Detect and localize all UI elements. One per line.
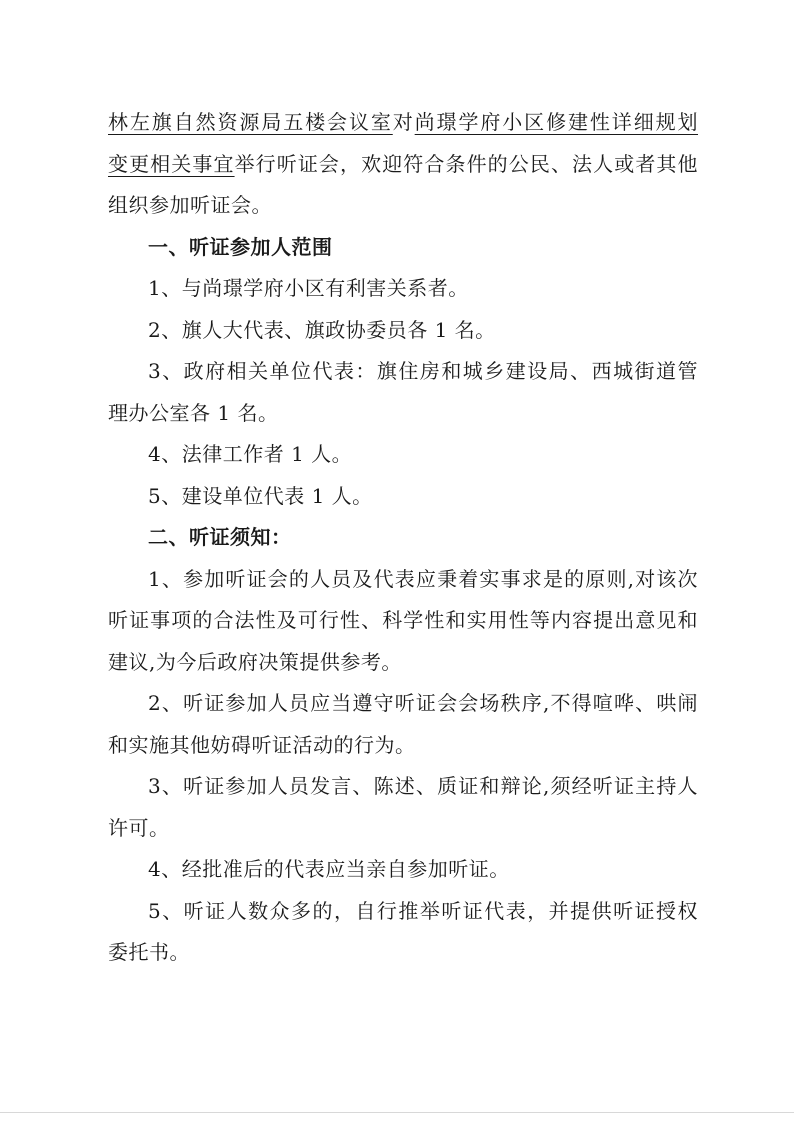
section-2-item-1-line-2: 听证事项的合法性及可行性、科学性和实用性等内容提出意见和: [108, 608, 698, 632]
section-1-heading: 一、听证参加人范围: [148, 234, 333, 259]
section-2-item-1-line-1: 1、参加听证会的人员及代表应秉着实事求是的原则,对该次: [148, 566, 698, 591]
section-1-item-4: 4、法律工作者 1 人。: [148, 442, 353, 466]
hearing-subject-part1: 尚璟学府小区修建性详细规划: [414, 110, 699, 134]
section-1-item-2: 2、旗人大代表、旗政协委员各 1 名。: [148, 317, 496, 342]
intro-line-3: 组织参加听证会。: [108, 193, 272, 217]
section-2-item-1-line-3: 建议,为今后政府决策提供参考。: [108, 649, 402, 674]
intro-line-1: [108, 102, 698, 144]
hearing-subject-part2: 变更相关事宜: [108, 151, 235, 176]
intro-line-2: [108, 144, 698, 186]
intro-connector: 对: [392, 110, 415, 134]
document-body: [108, 102, 698, 974]
section-2-item-3-line-2: 许可。: [108, 815, 170, 840]
section-2-item-5-line-1: 5、听证人数众多的，自行推举听证代表，并提供听证授权: [148, 898, 698, 923]
section-1-item-3-line-2: 理办公室各 1 名。: [108, 400, 279, 425]
section-1-item-5: 5、建设单位代表 1 人。: [148, 483, 373, 508]
section-2-item-4: 4、经批准后的代表应当亲自参加听证。: [148, 857, 510, 881]
section-2-item-2-line-1: 2、听证参加人员应当遵守听证会会场秩序,不得喧哗、哄闹: [148, 691, 698, 715]
meeting-location: 林左旗自然资源局五楼会议室: [108, 110, 393, 134]
section-1-item-3-line-1: 3、政府相关单位代表：旗住房和城乡建设局、西城街道管: [148, 359, 698, 383]
section-2-item-2-line-2: 和实施其他妨碍听证活动的行为。: [108, 732, 416, 757]
section-2-item-3-line-1: 3、听证参加人员发言、陈述、质证和辩论,须经听证主持人: [148, 774, 698, 798]
page-bottom-edge: [0, 1112, 794, 1113]
section-2-item-5-line-2: 委托书。: [108, 940, 190, 964]
intro-line-2-text: 举行听证会，欢迎符合条件的公民、法人或者其他: [234, 151, 699, 176]
section-2-heading: 二、听证须知：: [148, 525, 292, 549]
section-1-item-1: 1、与尚璟学府小区有利害关系者。: [148, 276, 469, 300]
